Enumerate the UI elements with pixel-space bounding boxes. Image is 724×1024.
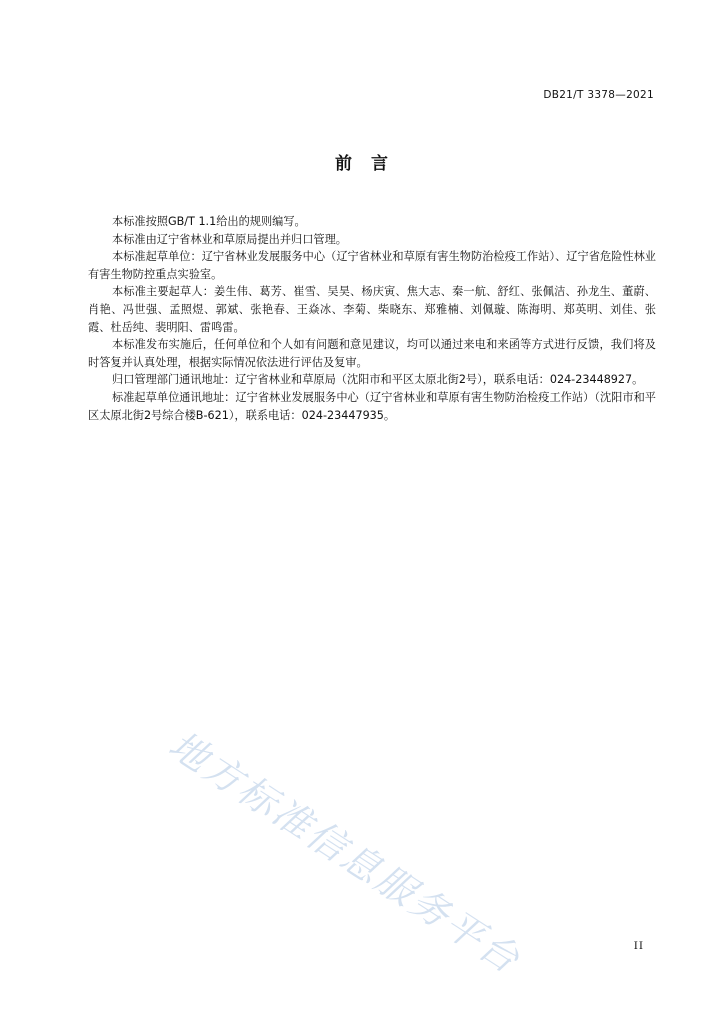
paragraph-authority-address: 归口管理部门通讯地址：辽宁省林业和草原局（沈阳市和平区太原北街2号），联系电话：024-23448927。 xyxy=(112,373,644,387)
paragraph-drafting-units: 本标准起草单位：辽宁省林业发展服务中心（辽宁省林业和草原有害生物防治检疫工作站）、辽宁省危险性林业有害生物防控重点实验室。 xyxy=(88,250,656,281)
paragraph-drafter-address: 标准起草单位通讯地址：辽宁省林业发展服务中心（辽宁省林业和草原有害生物防治检疫工作站）（沈阳市和平区太原北街2号综合楼B-621），联系电话：024-23447935。 xyxy=(88,390,656,422)
page-number: II xyxy=(633,940,644,952)
standard-code: DB21/T 3378—2021 xyxy=(543,89,654,101)
page-title: 前 言 xyxy=(335,154,389,174)
watermark: 地方标准信息服务平台 xyxy=(161,722,529,983)
paragraph-feedback: 本标准发布实施后，任何单位和个人如有问题和意见建议，均可以通过来电和来函等方式进行反馈，我们将及时答复并认真处理，根据实际情况依法进行评估及复审。 xyxy=(88,338,656,369)
paragraph-drafting-rules: 本标准按照GB/T 1.1给出的规则编写。 xyxy=(112,215,306,228)
foreword-body xyxy=(88,213,656,424)
paragraph-drafters: 本标准主要起草人：姜生伟、葛芳、崔雪、吴昊、杨庆寅、焦大志、秦一航、舒红、张佩洁、孙龙生、董蔚、肖艳、冯世强、孟照煜、郭斌、张艳春、王焱冰、李菊、柴晓东、郑雅楠、刘佩璇、陈海明、郑英明、刘佳、张霞、杜岳纯、裴明阳、雷鸣雷。 xyxy=(88,285,656,334)
paragraph-proposer: 本标准由辽宁省林业和草原局提出并归口管理。 xyxy=(112,232,347,246)
